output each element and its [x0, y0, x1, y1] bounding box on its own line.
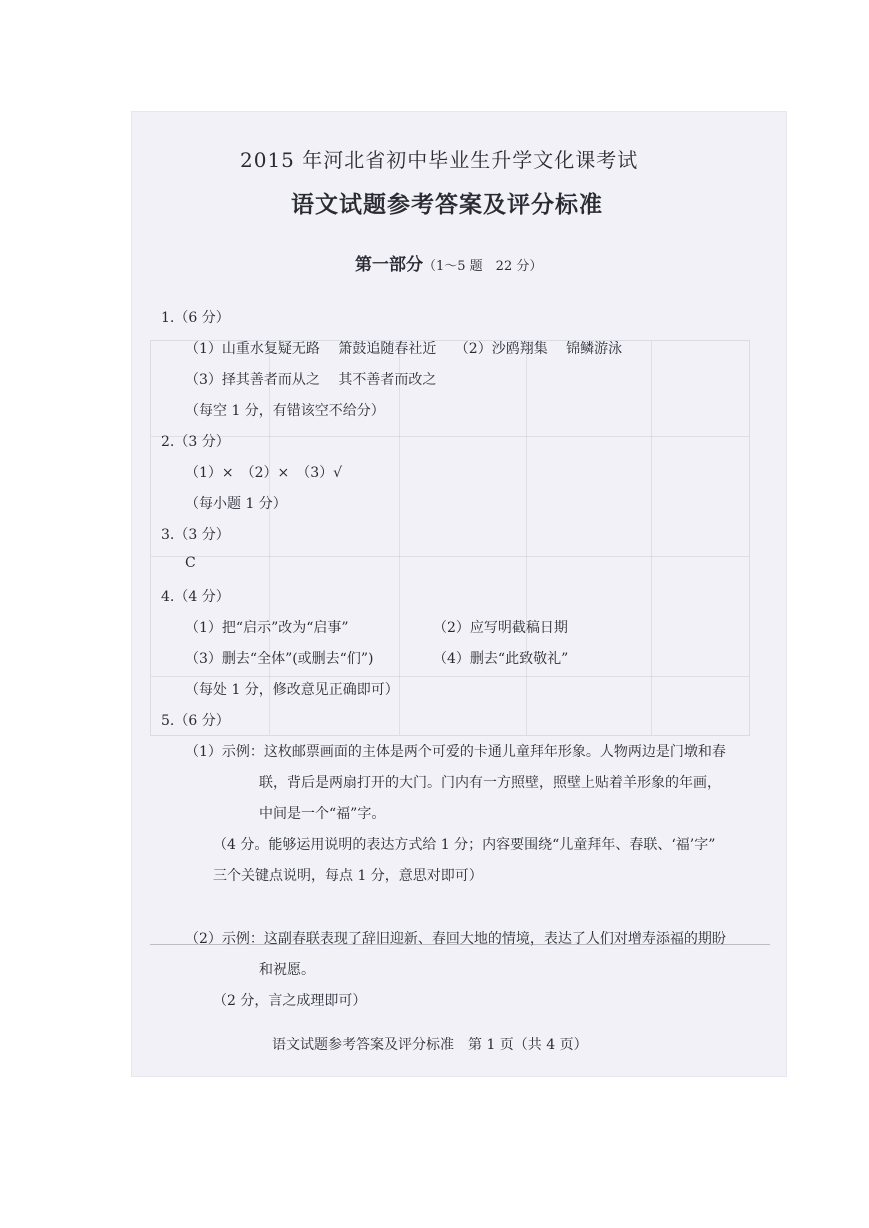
question-4-item-4: （4）删去“此致敬礼”	[433, 651, 569, 667]
question-1-line-3: （每空 1 分，有错该空不给分）	[185, 403, 385, 419]
question-2-heading: 2.（3 分）	[161, 434, 230, 450]
question-3-answer: C	[185, 555, 196, 571]
question-4-item-1: （1）把“启示”改为“启事”	[185, 620, 349, 636]
part-note: （1～5 题 22 分）	[423, 259, 543, 274]
question-2-line-1: （1）× （2）× （3）√	[185, 465, 343, 481]
question-4-item-3: （3）删去“全体”(或删去“们”)	[185, 651, 374, 667]
question-5-heading: 5.（6 分）	[161, 713, 230, 729]
question-1-heading: 1.（6 分）	[161, 310, 230, 326]
exam-title: 2015 年河北省初中毕业生升学文化课考试	[240, 148, 639, 172]
question-5-line-3: 中间是一个“福”字。	[259, 806, 386, 822]
page-footer: 语文试题参考答案及评分标准 第 1 页（共 4 页）	[272, 1037, 588, 1053]
question-4-note: （每处 1 分，修改意见正确即可）	[185, 682, 399, 698]
question-5-line-2: 联，背后是两扇打开的大门。门内有一方照壁，照壁上贴着羊形象的年画，	[259, 775, 721, 791]
question-5-line-5: 三个关键点说明，每点 1 分，意思对即可）	[213, 868, 483, 884]
question-4-heading: 4.（4 分）	[161, 589, 230, 605]
question-5-line-4: （4 分。能够运用说明的表达方式给 1 分；内容要围绕“儿童拜年、春联、‘福’字”	[213, 837, 716, 853]
question-5-line-1: （1）示例：这枚邮票画面的主体是两个可爱的卡通儿童拜年形象。人物两边是门墩和春	[185, 744, 726, 760]
question-5-line-7: 和祝愿。	[259, 962, 315, 978]
question-5-line-8: （2 分，言之成理即可）	[213, 993, 367, 1009]
part-title: 第一部分	[355, 255, 423, 275]
question-1-line-1: （1）山重水复疑无路 箫鼓追随春社近 （2）沙鸥翔集 锦鳞游泳	[185, 341, 623, 357]
part-heading	[355, 250, 542, 275]
question-5-line-6: （2）示例：这副春联表现了辞旧迎新、春回大地的情境，表达了人们对增寿添福的期盼	[185, 931, 726, 947]
question-2-line-2: （每小题 1 分）	[185, 496, 287, 512]
question-3-heading: 3.（3 分）	[161, 527, 230, 543]
document-title: 语文试题参考答案及评分标准	[291, 191, 603, 218]
question-4-item-2: （2）应写明截稿日期	[433, 620, 568, 636]
question-1-line-2: （3）择其善者而从之 其不善者而改之	[185, 372, 437, 388]
